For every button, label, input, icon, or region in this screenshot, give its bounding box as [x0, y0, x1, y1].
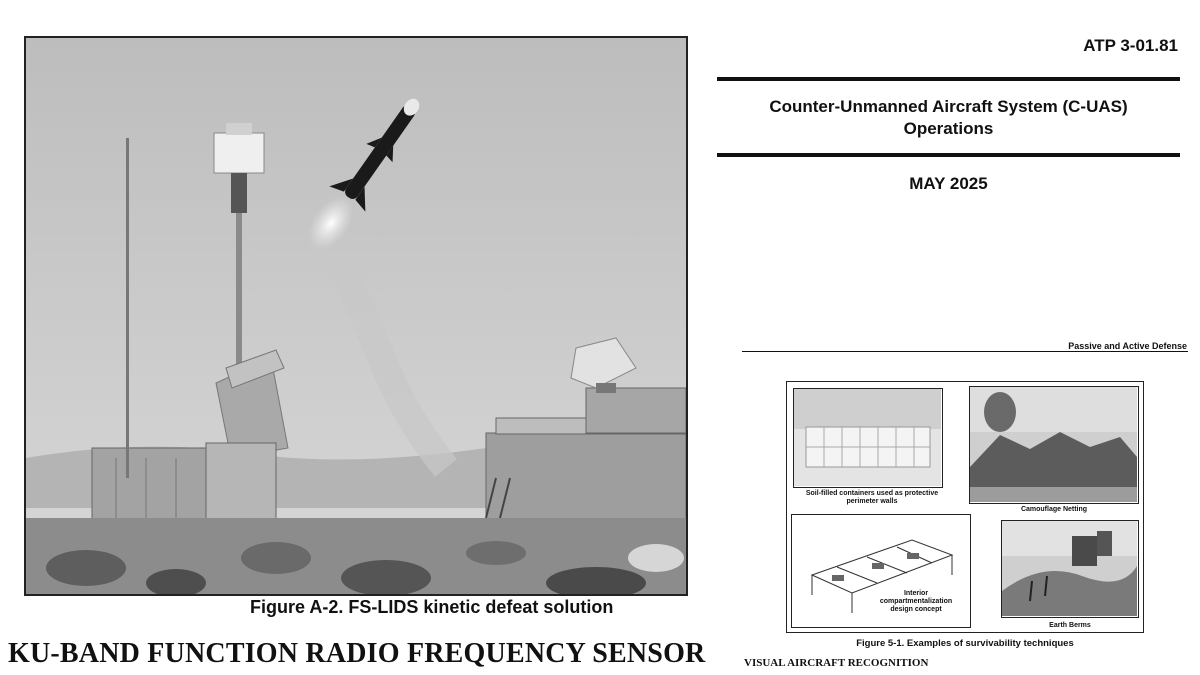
soil-containers-label: Soil-filled containers used as protective perimeter walls	[805, 490, 939, 505]
soil-containers-photo	[794, 389, 941, 486]
document-title-line1: Counter-Unmanned Aircraft System (C-UAS)	[769, 97, 1128, 116]
panel-earth-berms	[1001, 520, 1139, 618]
figure-5-1-caption: Figure 5-1. Examples of survivability techniques	[856, 638, 1074, 649]
panel-soil-containers	[793, 388, 943, 488]
ku-band-section-heading: KU-BAND FUNCTION RADIO FREQUENCY SENSOR	[8, 638, 706, 669]
visual-aircraft-recognition-heading: VISUAL AIRCRAFT RECOGNITION	[744, 657, 929, 669]
camouflage-netting-photo	[970, 387, 1137, 502]
fs-lids-photo	[24, 36, 688, 596]
figure-5-1-frame	[786, 381, 1144, 633]
panel-camouflage-netting	[969, 386, 1139, 504]
document-title	[717, 96, 1180, 140]
document-date: MAY 2025	[909, 174, 988, 193]
earth-berms-photo	[1002, 521, 1137, 616]
section-header-rule	[742, 351, 1188, 352]
title-rule-bottom	[717, 153, 1180, 157]
launch-scene-illustration	[26, 38, 686, 594]
figure-a2-caption: Figure A-2. FS-LIDS kinetic defeat solution	[250, 597, 614, 617]
earth-berms-label: Earth Berms	[1049, 622, 1091, 629]
title-rule-top	[717, 77, 1180, 81]
section-running-header: Passive and Active Defense	[1068, 341, 1187, 351]
camouflage-netting-label: Camouflage Netting	[1020, 506, 1088, 513]
interior-compartmentalization-label: Interior compartmentalization design concept	[879, 590, 953, 613]
document-title-line2: Operations	[903, 119, 994, 138]
document-number: ATP 3-01.81	[1083, 36, 1178, 55]
